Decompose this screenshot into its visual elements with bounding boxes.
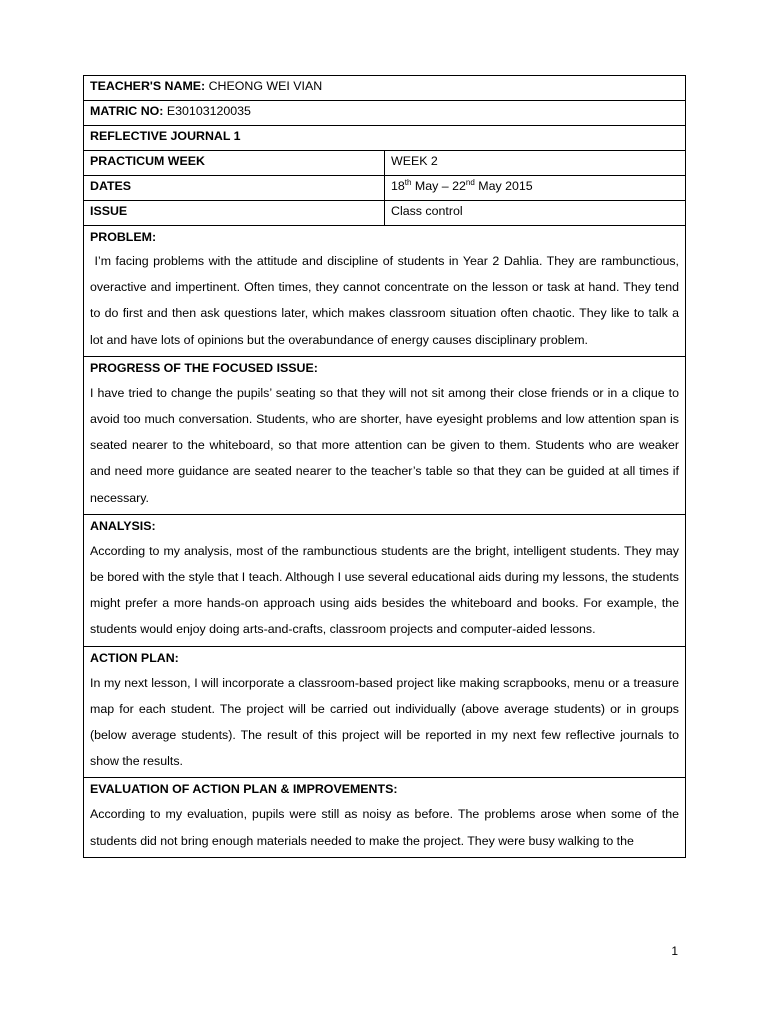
issue-label: ISSUE bbox=[90, 204, 128, 218]
matric-no-value: E30103120035 bbox=[166, 104, 251, 118]
analysis-section bbox=[84, 514, 686, 646]
practicum-week-value-cell bbox=[385, 151, 686, 176]
analysis-heading: ANALYSIS: bbox=[90, 518, 156, 533]
journal-title-cell bbox=[84, 126, 686, 151]
dates-label: DATES bbox=[90, 179, 132, 193]
dates-start-suffix: th bbox=[404, 177, 412, 187]
teacher-name-row bbox=[84, 76, 686, 101]
reflective-journal-table bbox=[83, 75, 686, 858]
journal-title: REFLECTIVE JOURNAL 1 bbox=[90, 129, 241, 143]
action-plan-text: In my next lesson, I will incorporate a classroom-based project like making scrapbooks, menu or a treasure map for each student. The project will be carried out individually (above average students) or in groups (below average students). The result of this project will be reported in my next few reflective journals to show the results. bbox=[90, 675, 679, 769]
journal-title-row bbox=[84, 126, 686, 151]
dates-end-suffix: nd bbox=[465, 177, 475, 187]
progress-text: I have tried to change the pupils’ seating so that they will not sit among their close friends or in a clique to avoid too much conversation. Students, who are shorter, have eyesight problems and low attention span is seated nearer to the whiteboard, so that more attention can be given to them. Students who are weaker and need more guidance are seated nearer to the teacher’s table so that they can be guided at all times if necessary. bbox=[90, 385, 679, 505]
practicum-week-label: PRACTICUM WEEK bbox=[90, 154, 205, 168]
action-plan-section bbox=[84, 646, 686, 778]
dates-row bbox=[84, 176, 686, 201]
action-plan-cell bbox=[84, 646, 686, 778]
dates-start-day: 18 bbox=[391, 179, 405, 193]
issue-row bbox=[84, 201, 686, 226]
analysis-cell bbox=[84, 514, 686, 646]
analysis-text: According to my analysis, most of the rambunctious students are the bright, intelligent students. They may be bored with the style that I teach. Although I use several educational aids during my lessons, the students might prefer a more hands-on approach using aids besides the whiteboard and books. For example, the students would enjoy doing arts-and-crafts, classroom projects and computer-aided lessons. bbox=[90, 543, 679, 637]
progress-section bbox=[84, 356, 686, 514]
problem-section bbox=[84, 226, 686, 357]
dates-end-day: 22 bbox=[452, 179, 466, 193]
teacher-name-label: TEACHER'S NAME: bbox=[90, 79, 206, 93]
evaluation-cell bbox=[84, 778, 686, 857]
dates-end-month: May 2015 bbox=[474, 179, 533, 193]
issue-value: Class control bbox=[391, 204, 463, 218]
matric-no-row bbox=[84, 101, 686, 126]
matric-no-label: MATRIC NO: bbox=[90, 104, 164, 118]
page-number: 1 bbox=[671, 944, 678, 958]
teacher-name-value: CHEONG WEI VIAN bbox=[208, 79, 323, 93]
progress-heading: PROGRESS OF THE FOCUSED ISSUE: bbox=[90, 360, 318, 375]
evaluation-heading: EVALUATION OF ACTION PLAN & IMPROVEMENTS: bbox=[90, 782, 398, 797]
action-plan-heading: ACTION PLAN: bbox=[90, 650, 179, 665]
problem-text: I’m facing problems with the attitude and discipline of students in Year 2 Dahlia. They are rambunctious, overactive and impertinent. Often times, they cannot concentrate on the lesson or task at hand. They tend to do first and then ask questions later, which makes classroom situation often chaotic. They like to talk a lot and have lots of opinions but the overabundance of energy causes disciplinary problem. bbox=[90, 254, 683, 347]
practicum-week-row bbox=[84, 151, 686, 176]
matric-no-cell bbox=[84, 101, 686, 126]
evaluation-section bbox=[84, 778, 686, 857]
problem-cell bbox=[84, 226, 686, 357]
practicum-week-value: WEEK 2 bbox=[391, 154, 438, 168]
issue-value-cell bbox=[385, 201, 686, 226]
progress-cell bbox=[84, 356, 686, 514]
teacher-name-cell bbox=[84, 76, 686, 101]
issue-label-cell bbox=[84, 201, 385, 226]
dates-start-month: May – bbox=[411, 179, 453, 193]
practicum-week-label-cell bbox=[84, 151, 385, 176]
problem-heading: PROBLEM: bbox=[90, 230, 157, 244]
dates-label-cell bbox=[84, 176, 385, 201]
evaluation-text: According to my evaluation, pupils were still as noisy as before. The problems arose when some of the students did not bring enough materials needed to make the project. They were busy walking to the bbox=[90, 807, 679, 848]
dates-value-cell bbox=[385, 176, 686, 201]
